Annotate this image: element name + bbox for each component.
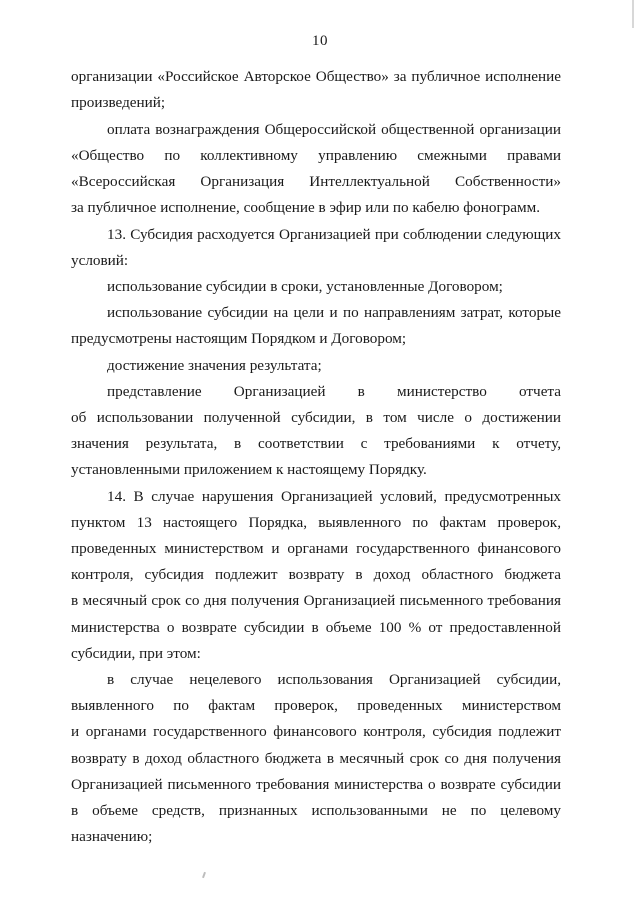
text-line: использование субсидии в сроки, установленные Договором; — [107, 278, 503, 295]
text-line: условий: — [71, 252, 129, 269]
page-number: 10 — [312, 33, 328, 49]
text-line: значения результата, в соответствии с требованиями к отчету, — [71, 435, 561, 452]
text-line: предусмотрены настоящим Порядком и Договором; — [71, 330, 407, 347]
text-line: 14. В случае нарушения Организацией условий, предусмотренных — [107, 488, 561, 505]
text-line: контроля, субсидия подлежит возврату в доход областного бюджета — [71, 566, 561, 583]
text-line: выявленного по фактам проверок, проведенных министерством — [71, 697, 561, 714]
text-line: в объеме средств, признанных использованными не по целевому — [71, 802, 561, 819]
text-line: за публичное исполнение, сообщение в эфир или по кабелю фонограмм. — [71, 199, 541, 216]
text-line: произведений; — [71, 94, 166, 111]
text-line: оплата вознаграждения Общероссийской общественной организации — [107, 121, 561, 138]
scan-edge-mark — [632, 0, 634, 28]
text-line: «Всероссийская Организация Интеллектуальной Собственности» — [71, 173, 561, 190]
text-line: и органами государственного финансового контроля, субсидия подлежит — [71, 723, 561, 740]
text-line: назначению; — [71, 828, 153, 845]
text-line: представление Организацией в министерство отчета — [107, 383, 561, 400]
text-line: «Общество по коллективному управлению смежными правами — [71, 147, 561, 164]
text-line: организации «Российское Авторское Общество» за публичное исполнение — [71, 68, 561, 85]
text-line: пунктом 13 настоящего Порядка, выявленного по фактам проверок, — [71, 514, 561, 531]
text-line: возврату в доход областного бюджета в месячный срок со дня получения — [71, 750, 561, 767]
text-line: субсидии, при этом: — [71, 645, 201, 662]
text-line: об использовании полученной субсидии, в том числе о достижении — [71, 409, 561, 426]
text-line: использование субсидии на цели и по направлениям затрат, которые — [107, 304, 561, 321]
text-line: 13. Субсидия расходуется Организацией при соблюдении следующих — [107, 226, 561, 243]
scan-speck — [202, 872, 206, 878]
text-line: достижение значения результата; — [107, 357, 322, 374]
text-line: Организацией письменного требования министерства о возврате субсидии — [71, 776, 561, 793]
text-line: в случае нецелевого использования Организацией субсидии, — [107, 671, 561, 688]
text-line: в месячный срок со дня получения Организацией письменного требования — [71, 592, 561, 609]
text-line: министерства о возврате субсидии в объеме 100 % от предоставленной — [71, 619, 561, 636]
text-line: установленными приложением к настоящему Порядку. — [71, 461, 427, 478]
text-line: проведенных министерством и органами государственного финансового — [71, 540, 561, 557]
